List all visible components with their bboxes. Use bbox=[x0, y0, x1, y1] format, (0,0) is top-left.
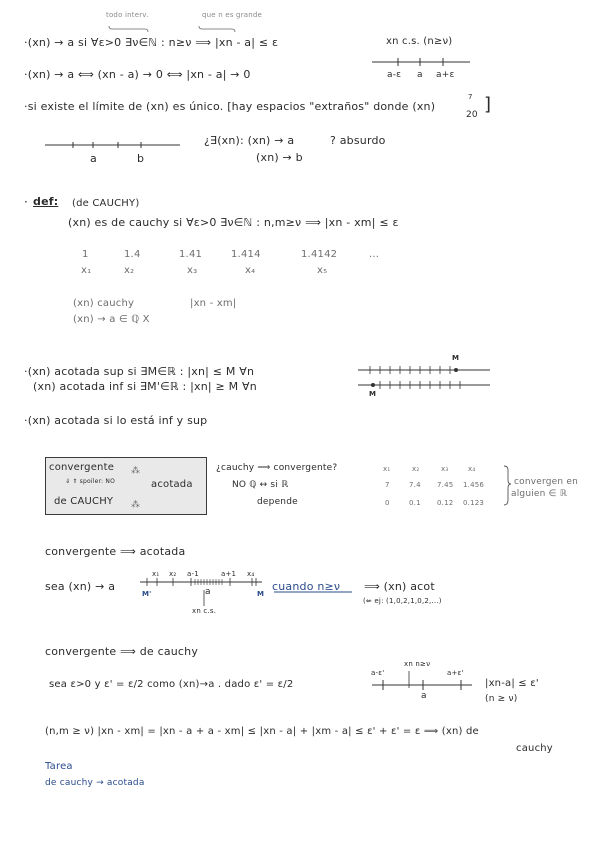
fig4-M-label: M bbox=[369, 390, 377, 398]
fig6-a: a bbox=[421, 691, 427, 701]
fig1-label: xn c.s. (n≥ν) bbox=[386, 36, 453, 47]
fig5-x2: x₂ bbox=[169, 570, 177, 578]
table-header-1: x₁ bbox=[383, 465, 391, 473]
theorem1-counter: (⇍ ej: (1,0,2,1,0,2,...) bbox=[363, 597, 442, 605]
box-spoiler: ⇓ ⇑ spoiler: NO bbox=[65, 478, 116, 485]
table-r1-c2: 7.4 bbox=[409, 481, 421, 489]
seq-label-5: x₅ bbox=[317, 265, 328, 276]
table-header-3: x₃ bbox=[441, 465, 449, 473]
fig5-xn-cs: xn c.s. bbox=[192, 607, 217, 615]
bullet: · bbox=[24, 195, 29, 209]
underbrace-1 bbox=[109, 26, 148, 32]
question-line-1: ¿∃(xn): (xn) → a bbox=[204, 134, 295, 147]
question-line-2: (xn) → b bbox=[256, 151, 303, 164]
fig5-Mprime: M' bbox=[142, 590, 152, 598]
bounded-inf: (xn) acotada inf si ∃M'∈ℝ : |xn| ≥ M ∀n bbox=[33, 380, 257, 393]
cauchy-chain-tail: cauchy bbox=[516, 743, 553, 754]
seq-value-2: 1.4 bbox=[124, 249, 141, 260]
table-bracket bbox=[504, 466, 511, 505]
fig4-M-dot bbox=[371, 383, 375, 387]
fig2-tick-b: b bbox=[137, 152, 145, 165]
box-acotada: acotada bbox=[151, 479, 193, 490]
fig5-a-plus-1: a+1 bbox=[221, 570, 237, 578]
fig5-x4: x₄ bbox=[247, 570, 255, 578]
theorem2-ineq: |xn-a| ≤ ε' bbox=[485, 678, 539, 689]
fig1-tick-a-minus: a-ε bbox=[387, 70, 402, 80]
fig2-tick-a: a bbox=[90, 152, 97, 165]
table-r1-c1: 7 bbox=[385, 481, 390, 489]
box-cauchy: de CAUCHY bbox=[54, 496, 114, 507]
cauchy-note: (xn) cauchy bbox=[73, 298, 135, 309]
question-no-q: NO ℚ ↔ si ℝ bbox=[232, 480, 289, 490]
cauchy-definition: (xn) es de cauchy si ∀ε>0 ∃ν∈ℕ : n,m≥ν ⟹ |xn - xm| ≤ ε bbox=[68, 216, 399, 229]
cauchy-chain: (n,m ≥ ν) |xn - xm| = |xn - a + a - xm| ≤ |xn - a| + |xm - a| ≤ ε' + ε' = ε ⟹ (xn) de bbox=[45, 726, 479, 737]
box-convergente: convergente bbox=[49, 462, 115, 473]
theorem1-cuando: cuando n≥ν bbox=[272, 580, 341, 593]
fig1-tick-a-plus: a+ε bbox=[436, 70, 455, 80]
annotation-todo-interv: todo interv. bbox=[106, 11, 149, 19]
closing-bracket: ] bbox=[484, 94, 492, 115]
seq-label-4: x₄ bbox=[245, 265, 256, 276]
table-r2-c3: 0.12 bbox=[437, 499, 454, 507]
table-r2-c4: 0.123 bbox=[463, 499, 485, 507]
sub-twenty: 20 bbox=[466, 110, 478, 120]
table-header-4: x₄ bbox=[468, 465, 476, 473]
annotation-n-grande: que n es grande bbox=[202, 11, 263, 19]
sup-seven: 7 bbox=[468, 93, 473, 101]
side-note-1: convergen en bbox=[514, 477, 579, 487]
bounded-both: ·(xn) acotada si lo está inf y sup bbox=[24, 414, 208, 427]
seq-label-1: x₁ bbox=[81, 265, 92, 276]
fig6-a-minus: a-ε' bbox=[371, 669, 385, 677]
underbrace-2 bbox=[199, 26, 235, 32]
question-cauchy: ¿cauchy ⟹ convergente? bbox=[216, 463, 338, 473]
uniqueness-line: ·si existe el límite de (xn) es único. [hay espacios "extraños" donde (xn) bbox=[24, 100, 436, 113]
theorem2-cond: (n ≥ ν) bbox=[485, 694, 518, 704]
fig3-M-label: M bbox=[452, 354, 460, 362]
limit-definition: ·(xn) → a si ∀ε>0 ∃ν∈ℕ : n≥ν ⟹ |xn - a| ≤ ε bbox=[24, 36, 279, 49]
seq-value-4: 1.414 bbox=[231, 249, 261, 260]
table-r1-c3: 7.45 bbox=[437, 481, 454, 489]
theorem2-sea: sea ε>0 y ε' = ε/2 como (xn)→a . dado ε' = ε/2 bbox=[49, 679, 294, 690]
seq-label-3: x₃ bbox=[187, 265, 198, 276]
table-r2-c1: 0 bbox=[385, 499, 390, 507]
fig6-a-plus: a+ε' bbox=[447, 669, 464, 677]
table-header-2: x₂ bbox=[412, 465, 420, 473]
fig5-M: M bbox=[257, 590, 265, 598]
table-r2-c2: 0.1 bbox=[409, 499, 421, 507]
tarea-title: Tarea bbox=[45, 761, 73, 772]
fig1-tick-a: a bbox=[417, 70, 423, 80]
tarea-text: de cauchy → acotada bbox=[45, 778, 145, 788]
equivalence-line: ·(xn) → a ⟺ (xn - a) → 0 ⟺ |xn - a| → 0 bbox=[24, 68, 251, 81]
def-label: def: bbox=[33, 195, 59, 208]
fig5-a-minus-1: a-1 bbox=[187, 570, 199, 578]
theorem1-sea: sea (xn) → a bbox=[45, 580, 116, 593]
sparkle-icon-1: ⁂ bbox=[131, 466, 140, 476]
seq-value-1: 1 bbox=[82, 249, 89, 260]
fig3-M-dot bbox=[454, 368, 458, 372]
seq-value-5: 1.4142 bbox=[301, 249, 338, 260]
sparkle-icon-2: ⁂ bbox=[131, 500, 140, 510]
theorem1-title: convergente ⟹ acotada bbox=[45, 545, 186, 558]
diff-note: |xn - xm| bbox=[190, 298, 237, 309]
side-note-2: alguien ∈ ℝ bbox=[511, 489, 568, 499]
fig6-xn: xn n≥ν bbox=[404, 660, 431, 668]
limit-note: (xn) → a ∈ ℚ X bbox=[73, 314, 150, 325]
bounded-sup: ·(xn) acotada sup si ∃M∈ℝ : |xn| ≤ M ∀n bbox=[24, 365, 255, 378]
seq-value-3: 1.41 bbox=[179, 249, 203, 260]
seq-ellipsis: ... bbox=[369, 249, 380, 260]
fig5-x1: x₁ bbox=[152, 570, 160, 578]
def-title: (de CAUCHY) bbox=[72, 198, 140, 209]
fig5-a: a bbox=[205, 587, 211, 597]
table-r1-c4: 1.456 bbox=[463, 481, 485, 489]
theorem1-result: ⟹ (xn) acot bbox=[364, 580, 435, 593]
theorem2-title: convergente ⟹ de cauchy bbox=[45, 645, 199, 658]
absurdo-note: ? absurdo bbox=[330, 134, 386, 147]
question-depende: depende bbox=[257, 497, 298, 507]
seq-label-2: x₂ bbox=[124, 265, 135, 276]
